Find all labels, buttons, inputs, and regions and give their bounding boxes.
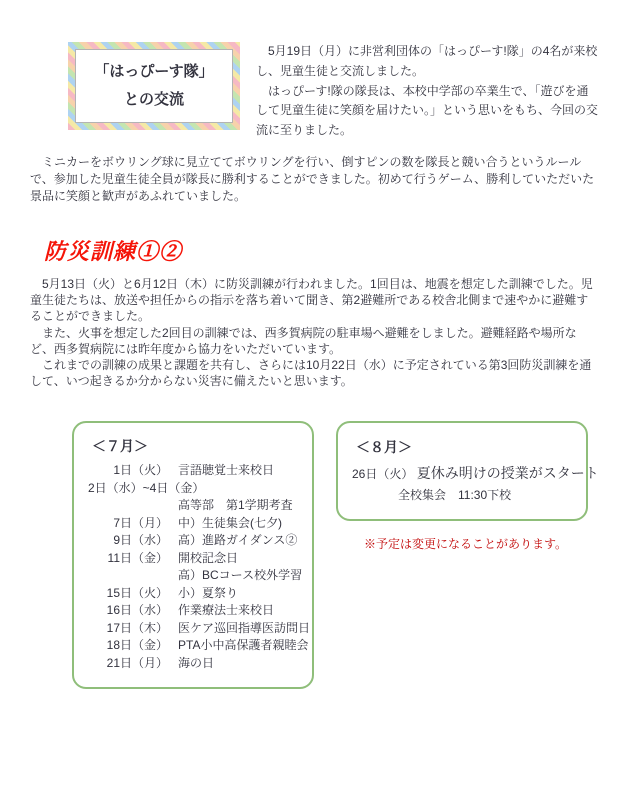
schedule-event: PTA小中高保護者親睦会 (178, 638, 309, 653)
intro-paragraph-3: ミニカーをボウリング球に見立ててボウリングを行い、倒すピンの数を隊長と競い合うというルールで、参加した児童生徒全員が隊長に勝利することができました。初めて行うゲーム、勝利していただいた景品に笑顔と歓声があふれていました。 (30, 154, 595, 204)
schedule-date: 7日（月） (113, 515, 168, 530)
disaster-paragraph-1: 5月13日（火）と6月12日（木）に防災訓練が行われました。1回目は、地震を想定した訓練でした。児童生徒たちは、放送や担任からの指示を落ち着いて聞き、第2避難所である校舎北側まで速やかに避難することができました。 (30, 277, 593, 324)
schedule-event: 高等部 第1学期考査 (178, 498, 293, 513)
schedule-row (88, 480, 304, 498)
schedule-event: 小）夏祭り (178, 585, 239, 600)
schedule-date: 9日（水） (113, 533, 168, 548)
july-title: ＜７月＞ (92, 438, 148, 455)
schedule-date (88, 497, 168, 515)
schedule-row (88, 550, 304, 568)
schedule-date: 11日（金） (107, 550, 168, 565)
schedule-event: 中）生徒集会(七夕) (178, 515, 282, 530)
schedule-event: 作業療法士来校日 (178, 603, 275, 618)
august-column (336, 421, 599, 552)
disaster-drill-heading: 防災訓練①② (44, 239, 183, 265)
schedule-event: 高）BCコース校外学習 (178, 568, 303, 583)
schedule-date: 18日（金） (106, 638, 168, 653)
top-section (0, 0, 626, 141)
schedule-row (88, 567, 304, 585)
august-detail: 全校集会 11:30下校 (398, 488, 512, 503)
schedule-event: 医ケア巡回指導医訪問日 (178, 620, 311, 635)
july-schedule-list (88, 462, 311, 672)
schedule-row (88, 515, 304, 533)
august-schedule-line (352, 463, 599, 483)
schedule-date: 2日（水）~4日（金） (88, 480, 205, 495)
schedule-date: 17日（木） (106, 620, 168, 635)
august-title: ＜８月＞ (356, 439, 412, 456)
schedule-row (88, 462, 304, 480)
happy-team-title-line1: 「はっぴーす隊」 (94, 63, 214, 80)
schedule-date: 1日（火） (113, 463, 168, 478)
schedule-date: 21日（月） (106, 655, 168, 670)
happy-team-title-box (75, 49, 233, 123)
disaster-drill-text (30, 276, 600, 389)
schedule-event: 高）進路ガイダンス② (178, 533, 298, 548)
happy-team-title-line2: との交流 (123, 90, 184, 108)
schedule-row (88, 620, 311, 638)
disaster-paragraph-3: これまでの訓練の成果と課題を共有し、さらには10月22日（水）に予定されている第3回防災訓練を通して、いつ起きるか分からない災害に備えたいと思います。 (30, 358, 592, 389)
happy-team-decorative-frame (68, 42, 240, 130)
august-event: 夏休み明けの授業がスタート (416, 465, 599, 482)
intro-paragraph-1: 5月19日（月）に非営利団体の「はっぴーす!隊」の4名が来校し、児童生徒と交流しました。 (256, 44, 598, 78)
schedule-change-note: ※予定は変更になることがあります。 (364, 537, 568, 552)
schedule-row (88, 655, 304, 673)
schedule-event: 海の日 (178, 655, 215, 670)
schedule-event: 開校記念日 (178, 550, 239, 565)
schedule-row (88, 532, 304, 550)
schedule-row (88, 602, 304, 620)
july-schedule-box (72, 421, 314, 689)
august-date: 26日（火） (352, 467, 414, 482)
disaster-paragraph-2: また、火事を想定した2回目の訓練では、西多賀病院の駐車場へ避難をしました。避難経路や場所など、西多賀病院には昨年度から協力をいただいています。 (30, 325, 577, 356)
happy-team-intro-text (256, 42, 600, 141)
august-schedule-box (336, 421, 599, 521)
schedule-row (88, 497, 304, 515)
schedule-boxes-row (72, 421, 626, 689)
schedule-row (88, 637, 309, 655)
schedule-event: 言語聴覚士来校日 (178, 463, 275, 478)
schedule-row (88, 585, 304, 603)
intro-paragraph-2: はっぴーす!隊の隊長は、本校中学部の卒業生で、「遊びを通して児童生徒に笑顔を届けたい。」という思いをもち、今回の交流に至りました。 (256, 83, 599, 138)
bowling-paragraph-block (30, 154, 598, 205)
schedule-date: 15日（火） (106, 585, 168, 600)
schedule-date (88, 567, 168, 585)
schedule-date: 16日（水） (106, 603, 168, 618)
